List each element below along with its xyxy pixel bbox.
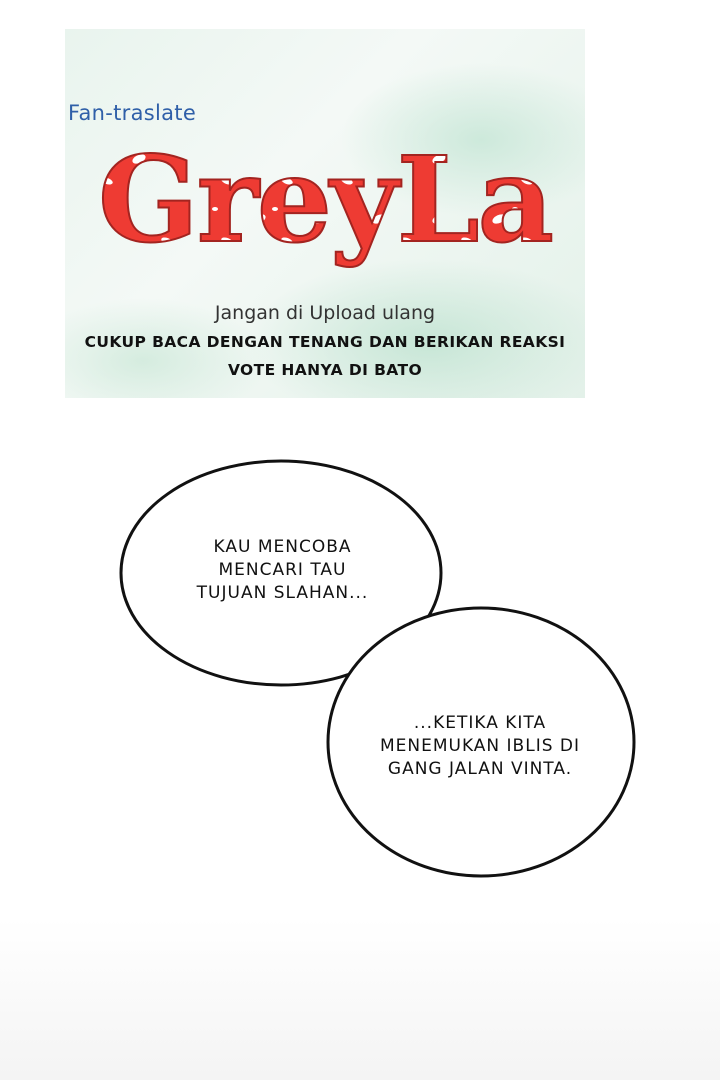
notice-no-reupload: Jangan di Upload ulang (214, 302, 436, 324)
speech-bubble-2-text: ...KETIKA KITA MENEMUKAN IBLIS DI GANG JALAN VINTA. (379, 713, 581, 779)
notice-vote-bato: VOTE HANYA DI BATO (227, 361, 423, 379)
notice-read-calmly: CUKUP BACA DENGAN TENANG DAN BERIKAN REAKSI (84, 333, 566, 351)
logo-text: GreyLa (97, 141, 553, 269)
fan-translate-label: Fan-traslate (68, 101, 197, 125)
speech-bubble-1-text: KAU MENCOBA MENCARI TAU TUJUAN SLAHAN... (196, 537, 369, 603)
